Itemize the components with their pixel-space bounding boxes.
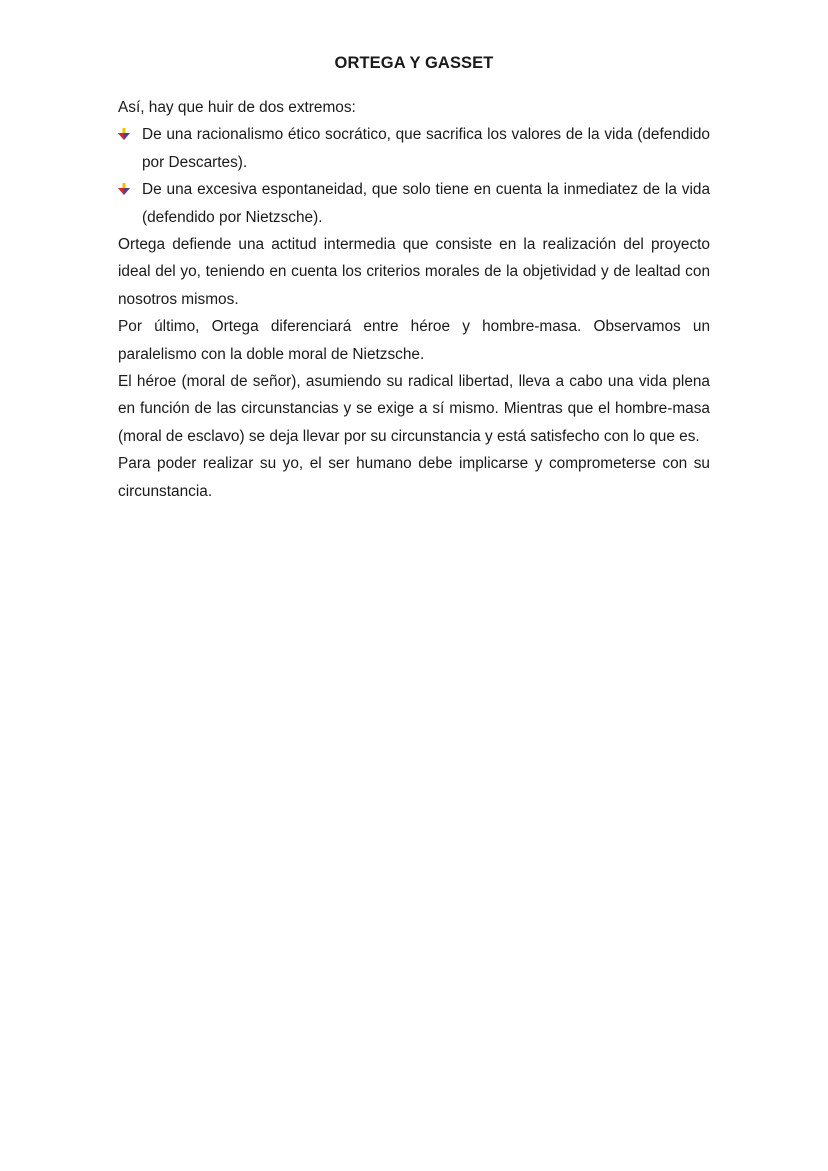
- bullet-item-2: [118, 176, 710, 231]
- document-page: [118, 50, 710, 505]
- down-arrow-bullet-icon: [118, 128, 130, 141]
- bullet-item-1: [118, 121, 710, 176]
- bullet-item-2-text: De una excesiva espontaneidad, que solo tiene en cuenta la inmediatez de la vida (defendido por Nietzsche).: [142, 181, 710, 226]
- paragraph-realizar-yo: Para poder realizar su yo, el ser humano debe implicarse y comprometerse con su circunstancia.: [118, 455, 710, 500]
- paragraph-actitud-intermedia: Ortega defiende una actitud intermedia que consiste en la realización del proyecto ideal del yo, teniendo en cuenta los criterios morales de la objetividad y de lealtad con nosotros mismos.: [118, 236, 710, 308]
- document-title: ORTEGA Y GASSET: [334, 54, 494, 72]
- paragraph-heroe-hombre-masa: Por último, Ortega diferenciará entre héroe y hombre-masa. Observamos un paralelismo con la doble moral de Nietzsche.: [118, 318, 710, 363]
- intro-paragraph: Así, hay que huir de dos extremos:: [118, 99, 356, 116]
- paragraph-moral-senor-esclavo: El héroe (moral de señor), asumiendo su radical libertad, lleva a cabo una vida plena en función de las circunstancias y se exige a sí mismo. Mientras que el hombre-masa (moral de esclavo) se deja llevar por su circunstancia y está satisfecho con lo que es.: [118, 373, 710, 445]
- down-arrow-bullet-icon: [118, 183, 130, 196]
- bullet-item-1-text: De una racionalismo ético socrático, que sacrifica los valores de la vida (defendido por Descartes).: [142, 126, 710, 171]
